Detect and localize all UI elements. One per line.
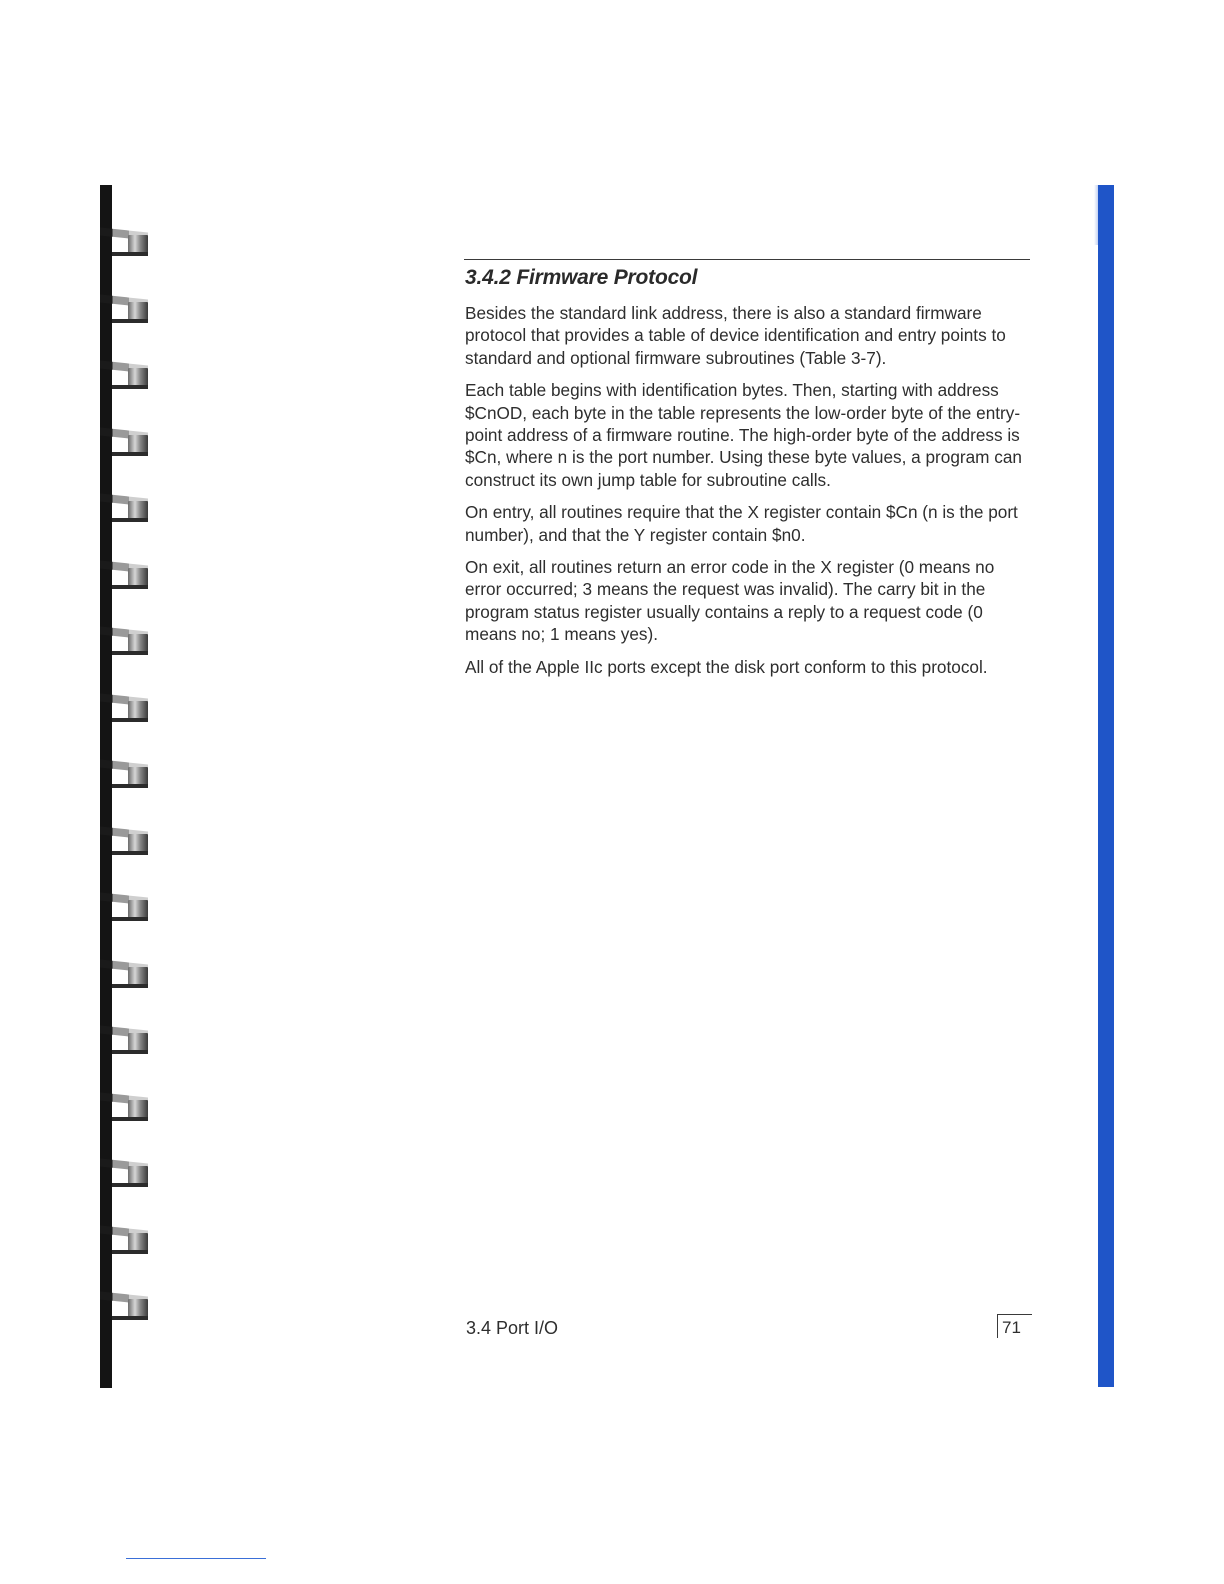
binding-ring-part: [112, 651, 148, 655]
binding-ring: [100, 825, 150, 859]
binding-ring-part: [112, 718, 148, 722]
binding-ring-part: [112, 1050, 148, 1054]
paragraph-ports-conform: All of the Apple IIc ports except the disk port conform to this protocol.: [465, 656, 988, 677]
footer-section-label: 3.4 Port I/O: [466, 1318, 559, 1338]
binding-ring-part: [112, 1117, 148, 1121]
binding-ring-part: [112, 917, 148, 921]
binding-ring: [100, 891, 150, 925]
paragraph-on-entry: On entry, all routines require that the X register contain $Cn (n is the port number), and that the Y register contain $n0.: [465, 502, 1018, 545]
binding-ring-part: [112, 319, 148, 323]
binding-ring-part: [112, 385, 148, 389]
section-rule: [464, 259, 1030, 260]
binding-ring: [100, 226, 150, 260]
binding-ring-part: [112, 518, 148, 522]
section-body: [465, 302, 1035, 688]
binding-ring: [100, 426, 150, 460]
binding-ring: [100, 359, 150, 393]
binding-ring: [100, 293, 150, 327]
binding-ring: [100, 1224, 150, 1258]
binding-ring-part: [112, 452, 148, 456]
binding-ring-part: [112, 1250, 148, 1254]
scan-edge-line: [126, 1558, 266, 1559]
binding-ring-part: [112, 252, 148, 256]
binding-ring: [100, 625, 150, 659]
section-heading: 3.4.2 Firmware Protocol: [465, 266, 698, 289]
paragraph-identification-bytes: Each table begins with identification bytes. Then, starting with address $CnOD, each byte in the table represents the low-order byte of the entry-point address of a firmware routine. The high-order byte of the address is $Cn, where n is the port number. Using these byte values, a program can construct its own jump table for subroutine calls.: [465, 380, 1022, 490]
binding-ring: [100, 1290, 150, 1324]
paragraph-firmware-protocol-intro: Besides the standard link address, there is also a standard firmware protocol that provides a table of device identification and entry points to standard and optional firmware subroutines (Table 3-7).: [465, 303, 1006, 368]
binding-ring-part: [112, 585, 148, 589]
binding-ring-part: [112, 784, 148, 788]
binding-ring: [100, 1024, 150, 1058]
paragraph-on-exit: On exit, all routines return an error code in the X register (0 means no error occurred; 3 means the request was invalid). The carry bit in the program status register usually contains a reply to a request code (0 means no; 1 means yes).: [465, 557, 995, 645]
binding-ring-part: [112, 1183, 148, 1187]
binding-ring: [100, 1157, 150, 1191]
binding-ring: [100, 958, 150, 992]
binding-ring-part: [112, 1316, 148, 1320]
binding-ring: [100, 692, 150, 726]
binding-ring: [100, 559, 150, 593]
blue-edge-tab: [1098, 185, 1114, 1387]
binding-ring: [100, 492, 150, 526]
page-number: 71: [997, 1314, 1032, 1338]
binding-ring-part: [112, 851, 148, 855]
binding-ring-part: [112, 984, 148, 988]
binding-ring: [100, 758, 150, 792]
binding-ring: [100, 1091, 150, 1125]
